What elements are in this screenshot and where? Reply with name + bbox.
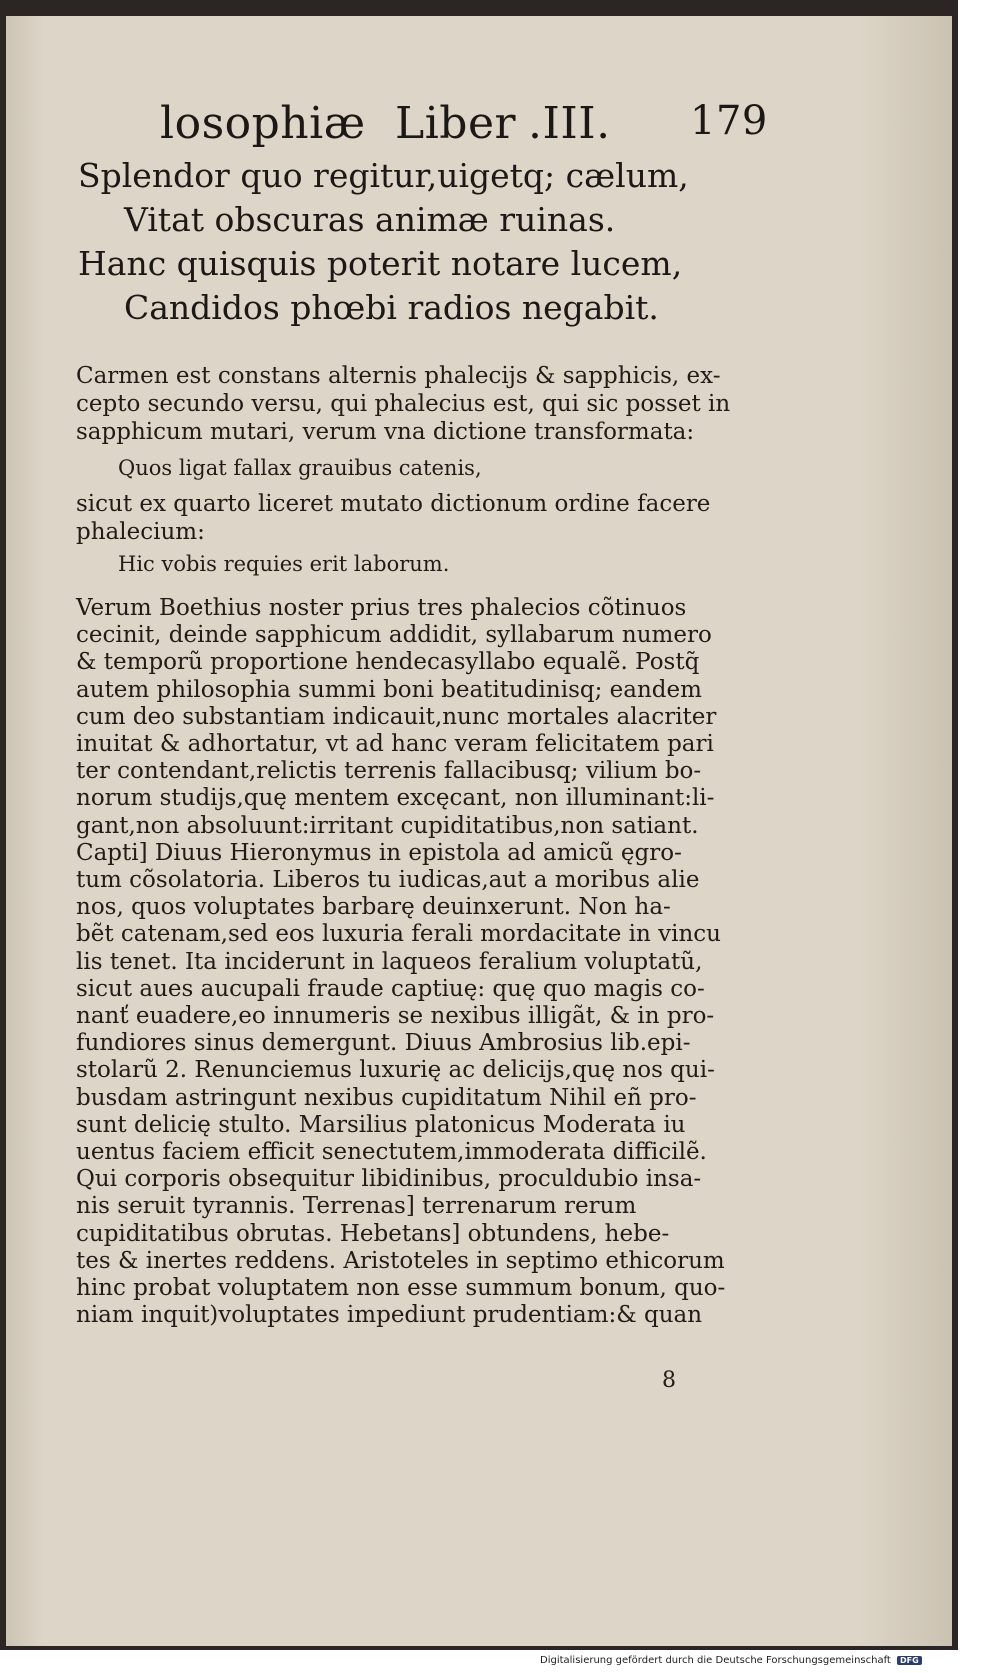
quoted-verse-1: Quos ligat fallax grauibus catenis, <box>118 456 482 480</box>
text-line: sunt delicię stulto. Marsilius platonicus Moderata iu <box>76 1111 686 1138</box>
prose-paragraph-1 <box>76 362 776 446</box>
text-line: bẽt catenam,sed eos luxuria ferali mordacitate in vincu <box>76 921 721 948</box>
running-title: losophiæ <box>160 98 366 149</box>
text-line: stolarũ 2. Renunciemus luxurię ac delicijs,quę nos qui- <box>76 1057 715 1084</box>
text-line: sicut aues aucupali fraude captiuę: quę quo magis co- <box>76 975 705 1002</box>
digitization-credit <box>540 1655 996 1671</box>
book-number: .III. <box>528 98 611 149</box>
text-line: phalecium: <box>76 519 205 545</box>
text-line: autem philosophia summi boni beatitudinisq; eandem <box>76 676 702 703</box>
text-line: hinc probat voluptatem non esse summum bonum, quo- <box>76 1275 726 1302</box>
text-line: cupiditatibus obrutas. Hebetans] obtundens, hebe- <box>76 1220 670 1247</box>
verse-line: Vitat obscuras animæ ruinas. <box>124 200 616 239</box>
running-header <box>160 98 800 158</box>
text-line: tes & inertes reddens. Aristoteles in septimo ethicorum <box>76 1247 725 1274</box>
text-line: lis tenet. Ita inciderunt in laqueos feralium voluptatũ, <box>76 948 703 975</box>
text-line: niam inquit)voluptates impediunt prudentiam:& quan <box>76 1302 703 1329</box>
text-line: busdam astringunt nexibus cupiditatum Nihil eñ pro- <box>76 1084 697 1111</box>
catchword: 8 <box>662 1368 676 1393</box>
text-line: Capti] Diuus Hieronymus in epistola ad amicũ ęgro- <box>76 839 682 866</box>
text-line: uentus faciem efficit senectutem,immoderata difficilẽ. <box>76 1139 707 1166</box>
text-line: inuitat & adhortatur, vt ad hanc veram felicitatem pari <box>76 731 714 758</box>
text-line: & temporũ proportione hendecasyllabo equalẽ. Postq̃ <box>76 649 700 676</box>
text-line: ter contendant,relictis terrenis fallacibusq; vilium bo- <box>76 758 702 785</box>
verse-line: Hanc quisquis poterit notare lucem, <box>78 244 683 283</box>
text-line: gant,non absoluunt:irritant cupiditatibus,non satiant. <box>76 812 699 839</box>
prose-paragraph-2 <box>76 490 776 546</box>
commentary-block <box>76 595 776 1329</box>
text-line: nis seruit tyrannis. Terrenas] terrenarum rerum <box>76 1193 637 1220</box>
text-line: Qui corporis obsequitur libidinibus, proculdubio insa- <box>76 1166 702 1193</box>
text-line: Carmen est constans alternis phalecijs & sapphicis, ex- <box>76 363 721 389</box>
text-line: cepto secundo versu, qui phalecius est, qui sic posset in <box>76 391 731 417</box>
text-line: sapphicum mutari, verum vna dictione transformata: <box>76 419 695 445</box>
text-line: sicut ex quarto liceret mutato dictionum ordine facere <box>76 491 711 517</box>
text-line: tum cõsolatoria. Liberos tu iudicas,aut a moribus alie <box>76 867 700 894</box>
credit-text: Digitalisierung gefördert durch die Deutsche Forschungsgemeinschaft <box>540 1655 891 1666</box>
text-line: fundiores sinus demergunt. Diuus Ambrosius lib.epi- <box>76 1030 691 1057</box>
text-line: cum deo substantiam indicauit,nunc mortales alacriter <box>76 703 717 730</box>
folio-number: 179 <box>690 98 768 144</box>
verse-block <box>78 154 698 330</box>
text-line: nos, quos voluptates barbarę deuinxerunt. Non ha- <box>76 894 671 921</box>
text-line: Verum Boethius noster prius tres phalecios cõtinuos <box>76 595 687 621</box>
quoted-verse-2: Hic vobis requies erit laborum. <box>118 552 450 576</box>
verse-line: Splendor quo regitur,uigetq; cælum, <box>78 156 689 195</box>
verse-line: Candidos phœbi radios negabit. <box>124 288 659 327</box>
text-line: nanť euadere,eo innumeris se nexibus illigãt, & in pro- <box>76 1003 715 1030</box>
liber-label: Liber <box>395 98 517 149</box>
dfg-logo: DFG <box>897 1656 922 1665</box>
text-line: cecinit, deinde sapphicum addidit, syllabarum numero <box>76 622 712 649</box>
text-line: norum studijs,quę mentem excęcant, non illuminant:li- <box>76 785 715 812</box>
